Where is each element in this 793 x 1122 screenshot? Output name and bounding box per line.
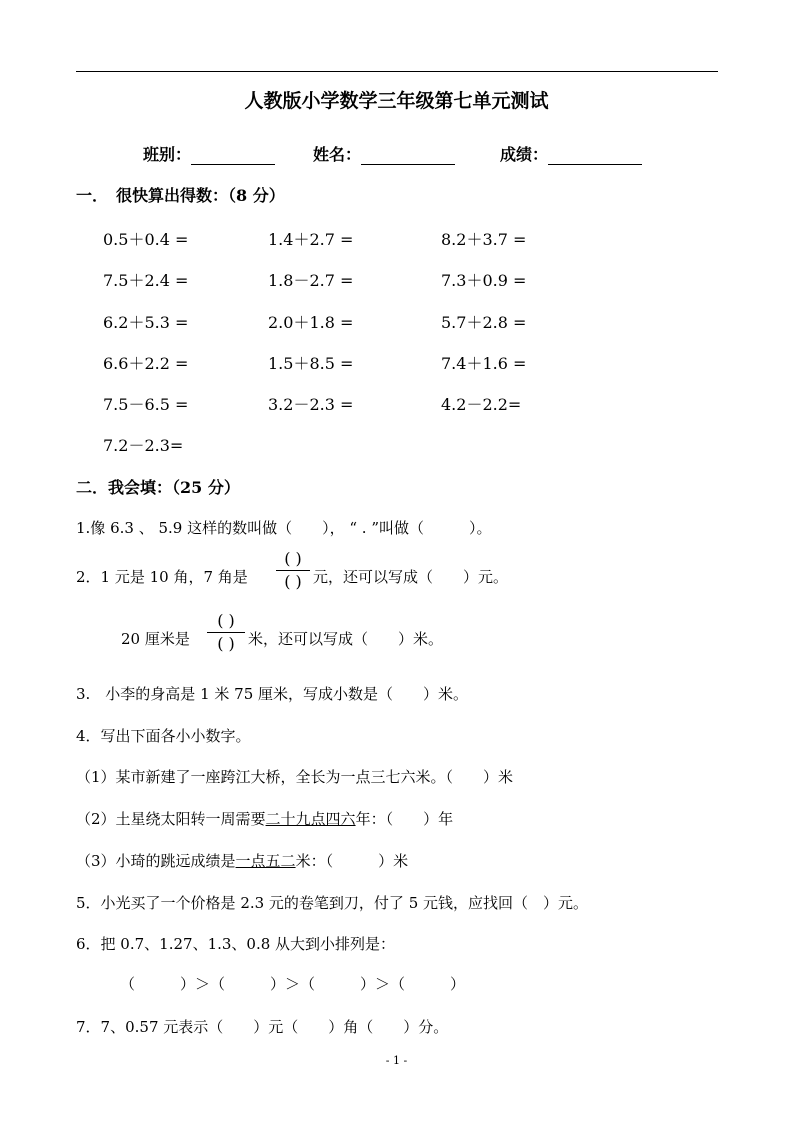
fraction-denominator: ( ) — [217, 634, 235, 653]
question-4: 4．写出下面各小小数字。 — [76, 727, 251, 745]
fraction-numerator: ( ) — [284, 549, 302, 568]
calc-item: 0.5＋0.4 = — [103, 230, 189, 249]
fraction-blank[interactable] — [276, 550, 310, 591]
question-4-2-underlined: 二十九点四六 — [265, 810, 356, 828]
page-number: - 1 - — [385, 1054, 408, 1067]
calc-item: 7.5－6.5 = — [103, 395, 189, 414]
question-4-2-prefix: （2）土星绕太阳转一周需要 — [76, 810, 266, 828]
question-4-3-underlined: 一点五二 — [235, 852, 296, 870]
calc-item: 7.3＋0.9 = — [441, 271, 527, 290]
section1-heading: 一． 很快算出得数：（8 分） — [76, 186, 285, 205]
page-title: 人教版小学数学三年级第七单元测试 — [244, 90, 549, 112]
calc-item: 8.2＋3.7 = — [441, 230, 527, 249]
score-label: 成绩： — [500, 145, 549, 164]
calc-item: 7.4＋1.6 = — [441, 354, 527, 373]
fraction-bar — [207, 632, 245, 633]
question-6: 6．把 0.7、1.27、1.3、0.8 从大到小排列是： — [76, 935, 396, 953]
class-blank[interactable] — [191, 148, 275, 165]
calc-item: 6.2＋5.3 = — [103, 313, 189, 332]
score-field — [500, 142, 642, 165]
fraction-bar — [276, 570, 310, 571]
calc-item: 7.2－2.3= — [103, 436, 184, 455]
question-2a-suffix: 元，还可以写成（ ）元。 — [313, 568, 509, 586]
question-1: 1.像 6.3 、 5.9 这样的数叫做（ ）， “ . ”叫做（ ）。 — [76, 519, 492, 537]
name-blank[interactable] — [361, 148, 455, 165]
calc-item: 4.2－2.2= — [441, 395, 522, 414]
question-4-2-suffix: 年：（ ）年 — [355, 810, 454, 828]
question-4-3-suffix: 米：（ ）米 — [295, 852, 409, 870]
question-2a-prefix: 2．1 元是 10 角，7 角是 — [76, 568, 248, 586]
question-4-3-prefix: （3）小琦的跳远成绩是 — [76, 852, 236, 870]
name-field — [313, 142, 455, 165]
calc-item: 1.5＋8.5 = — [268, 354, 354, 373]
score-blank[interactable] — [548, 148, 642, 165]
calc-item: 3.2－2.3 = — [268, 395, 354, 414]
question-2b-suffix: 米，还可以写成（ ）米。 — [248, 630, 444, 648]
top-rule — [76, 71, 718, 72]
fraction-denominator: ( ) — [284, 572, 302, 591]
calc-item: 2.0＋1.8 = — [268, 313, 354, 332]
section2-heading: 二．我会填：（25 分） — [76, 478, 240, 497]
question-2b-prefix: 20 厘米是 — [121, 630, 190, 648]
class-field — [143, 142, 275, 165]
name-label: 姓名： — [313, 145, 362, 164]
class-label: 班别： — [143, 145, 192, 164]
calc-item: 6.6＋2.2 = — [103, 354, 189, 373]
question-7: 7．7、0.57 元表示（ ）元（ ）角（ ）分。 — [76, 1018, 449, 1036]
question-5: 5．小光买了一个价格是 2.3 元的卷笔到刀，付了 5 元钱，应找回（ ）元。 — [76, 894, 589, 912]
calc-item: 5.7＋2.8 = — [441, 313, 527, 332]
calc-item: 1.8－2.7 = — [268, 271, 354, 290]
question-4-3 — [76, 850, 408, 871]
calc-item: 1.4＋2.7 = — [268, 230, 354, 249]
fraction-blank[interactable] — [207, 612, 245, 653]
fraction-numerator: ( ) — [217, 611, 235, 630]
question-4-1: （1）某市新建了一座跨江大桥，全长为一点三七六米。（ ）米 — [76, 768, 514, 786]
question-6-blanks: （ ）＞（ ）＞（ ）＞（ ） — [120, 975, 466, 993]
question-4-2 — [76, 808, 453, 829]
calc-item: 7.5＋2.4 = — [103, 271, 189, 290]
question-3: 3. 小李的身高是 1 米 75 厘米，写成小数是（ ）米。 — [76, 685, 469, 703]
